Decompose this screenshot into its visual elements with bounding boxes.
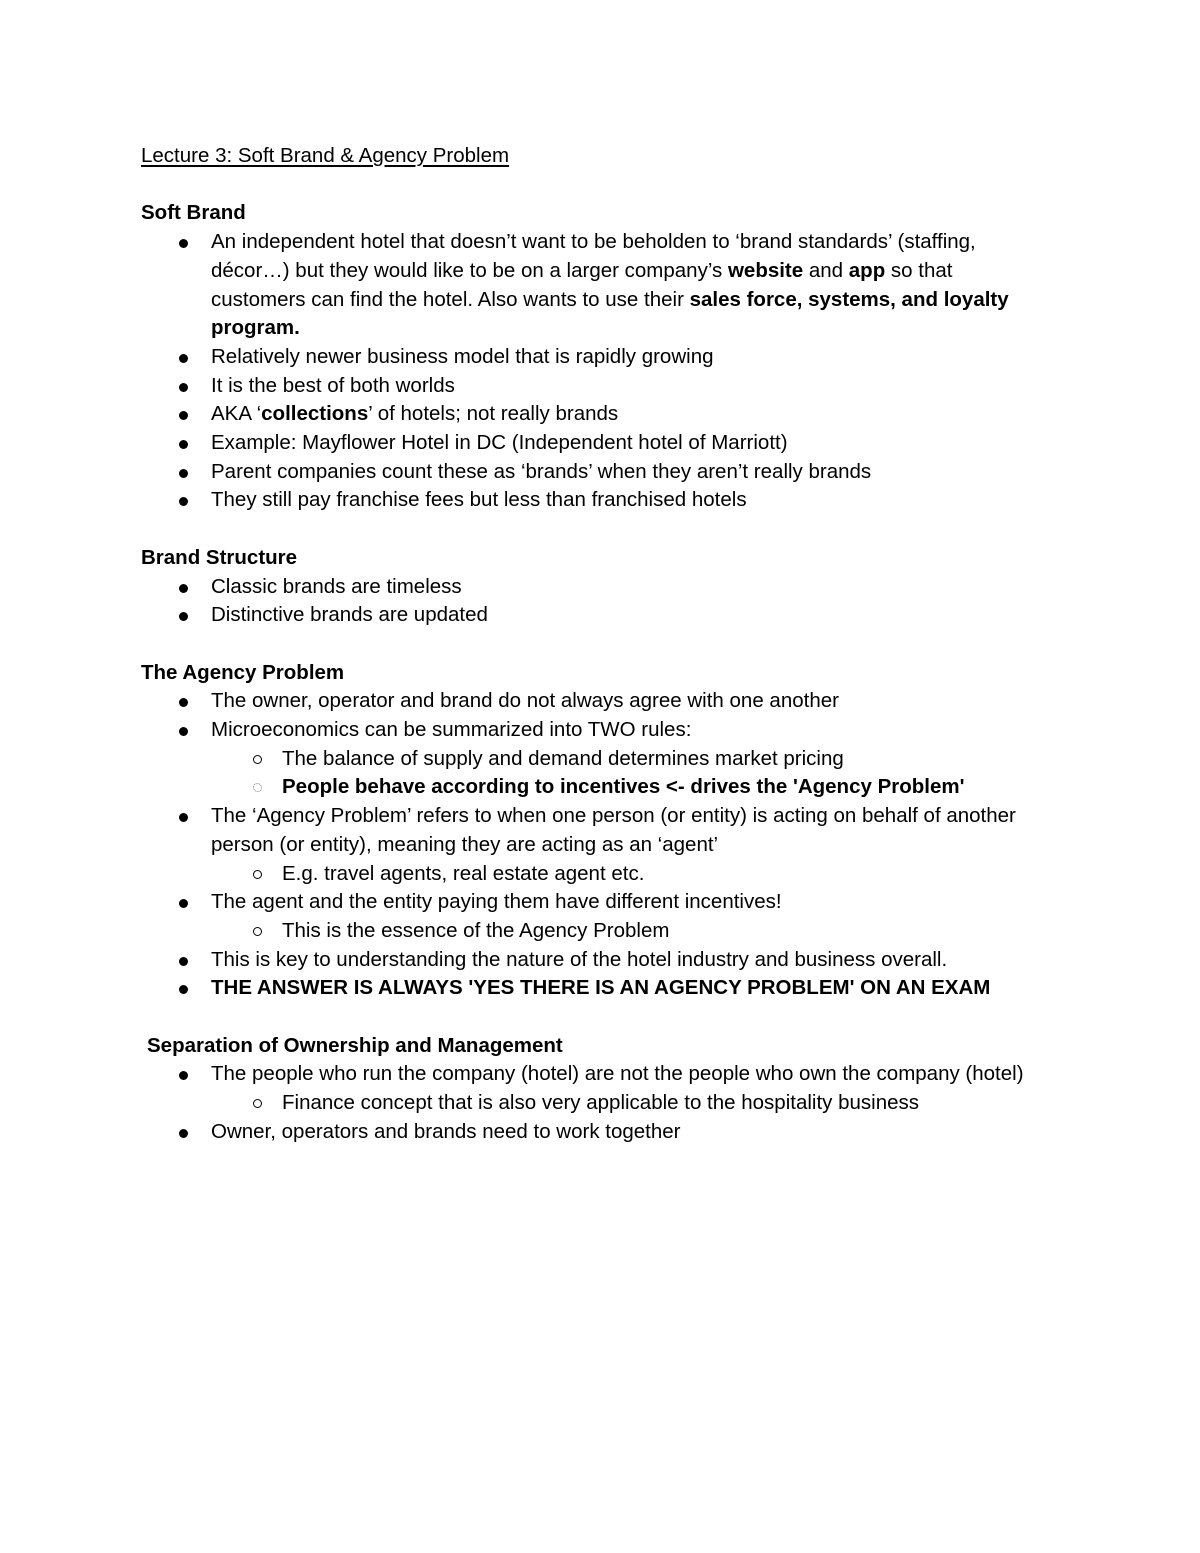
brand-structure-list xyxy=(141,573,1041,630)
list-item-text: The owner, operator and brand do not always agree with one another xyxy=(211,689,839,713)
list-item xyxy=(141,946,1041,975)
section-heading-brand-structure: Brand Structure xyxy=(141,545,298,569)
sub-list-item xyxy=(141,773,1041,802)
bullet-icon xyxy=(179,727,188,736)
list-item xyxy=(141,716,1041,745)
bullet-icon xyxy=(179,440,188,449)
hollow-bullet-icon xyxy=(253,783,262,792)
hollow-bullet-icon xyxy=(253,870,262,879)
bullet-icon xyxy=(179,985,188,994)
bold-text: website xyxy=(727,258,804,282)
bullet-icon xyxy=(179,899,188,908)
bullet-icon xyxy=(179,239,188,248)
hollow-bullet-icon xyxy=(253,755,262,764)
list-item-text: Owner, operators and brands need to work together xyxy=(211,1119,681,1143)
list-item-text: Classic brands are timeless xyxy=(211,574,462,598)
list-item xyxy=(141,458,1041,487)
bullet-icon xyxy=(179,957,188,966)
list-item xyxy=(141,601,1041,630)
list-item-text: Example: Mayflower Hotel in DC (Independent hotel of Marriott) xyxy=(211,431,788,455)
list-item xyxy=(141,1060,1041,1089)
list-item xyxy=(141,888,1041,917)
bullet-icon xyxy=(179,1129,188,1138)
list-item xyxy=(141,1118,1041,1147)
sub-list-item-text: E.g. travel agents, real estate agent etc. xyxy=(282,861,645,885)
list-item xyxy=(141,802,1041,859)
list-item xyxy=(141,429,1041,458)
list-item-text: It is the best of both worlds xyxy=(211,373,455,397)
sub-list-item xyxy=(141,745,1041,774)
document-title: Lecture 3: Soft Brand & Agency Problem xyxy=(141,144,510,167)
list-item-text: AKA ‘ xyxy=(211,402,262,426)
bullet-icon xyxy=(179,354,188,363)
list-item-text: The agent and the entity paying them have different incentives! xyxy=(211,890,782,914)
list-item xyxy=(141,687,1041,716)
list-item-text: Microeconomics can be summarized into TWO rules: xyxy=(211,718,692,742)
spacer xyxy=(141,171,1041,200)
list-item-text: THE ANSWER IS ALWAYS 'YES THERE IS AN AGENCY PROBLEM' ON AN EXAM xyxy=(211,976,991,1000)
list-item xyxy=(141,974,1041,1003)
bold-text: collections xyxy=(261,402,369,426)
list-item-text: This is key to understanding the nature of the hotel industry and business overall. xyxy=(211,947,948,971)
list-item-text: ’ of hotels; not really brands xyxy=(368,402,619,426)
soft-brand-list xyxy=(141,228,1041,515)
bullet-icon xyxy=(179,469,188,478)
section-heading-separation: Separation of Ownership and Management xyxy=(147,1033,563,1057)
list-item xyxy=(141,400,1041,429)
list-item-text: Parent companies count these as ‘brands’ when they aren’t really brands xyxy=(211,459,872,483)
sub-list-item xyxy=(141,1089,1041,1118)
agency-problem-list xyxy=(141,687,1041,1003)
bullet-icon xyxy=(179,497,188,506)
list-item-text: and xyxy=(803,258,849,282)
list-item xyxy=(141,343,1041,372)
list-item xyxy=(141,486,1041,515)
hollow-bullet-icon xyxy=(253,1099,262,1108)
bullet-icon xyxy=(179,383,188,392)
sub-list-item-text: The balance of supply and demand determines market pricing xyxy=(282,746,844,770)
sub-list-item-text: This is the essence of the Agency Problem xyxy=(282,918,670,942)
list-item-text: Distinctive brands are updated xyxy=(211,603,488,627)
bold-text: sales force, systems, and loyalty program. xyxy=(211,287,1009,340)
hollow-bullet-icon xyxy=(253,927,262,936)
list-item-text: The people who run the company (hotel) are not the people who own the company (hotel) xyxy=(211,1062,1024,1086)
bullet-icon xyxy=(179,813,188,822)
bullet-icon xyxy=(179,698,188,707)
list-item xyxy=(141,372,1041,401)
document-body xyxy=(141,142,1041,1147)
bullet-icon xyxy=(179,612,188,621)
list-item-text: They still pay franchise fees but less than franchised hotels xyxy=(211,488,747,512)
list-item-text: An independent hotel that doesn’t want to be beholden to ‘brand standards’ (staffing, décor…) but they would like to be on a larger company’s xyxy=(211,230,976,282)
sub-list-item xyxy=(141,860,1041,889)
spacer xyxy=(141,1003,1041,1032)
spacer xyxy=(141,515,1041,544)
list-item-text: so that customers can find the hotel. Also wants to use their xyxy=(211,258,953,311)
list-item xyxy=(141,228,1041,343)
bold-text: app xyxy=(848,258,886,282)
list-item xyxy=(141,573,1041,602)
spacer xyxy=(141,630,1041,659)
separation-list xyxy=(141,1060,1041,1146)
sub-list-item-text: Finance concept that is also very applicable to the hospitality business xyxy=(282,1091,920,1115)
section-heading-soft-brand: Soft Brand xyxy=(141,201,246,225)
bullet-icon xyxy=(179,584,188,593)
sub-list-item-text: People behave according to incentives <- drives the 'Agency Problem' xyxy=(282,775,965,799)
list-item-text: Relatively newer business model that is rapidly growing xyxy=(211,344,714,368)
sub-list-item xyxy=(141,917,1041,946)
list-item-text: The ‘Agency Problem’ refers to when one person (or entity) is acting on behalf of another person (or entity), meaning they are acting as an ‘agent’ xyxy=(211,804,1016,856)
section-heading-agency-problem: The Agency Problem xyxy=(141,660,345,684)
bullet-icon xyxy=(179,411,188,420)
bullet-icon xyxy=(179,1071,188,1080)
